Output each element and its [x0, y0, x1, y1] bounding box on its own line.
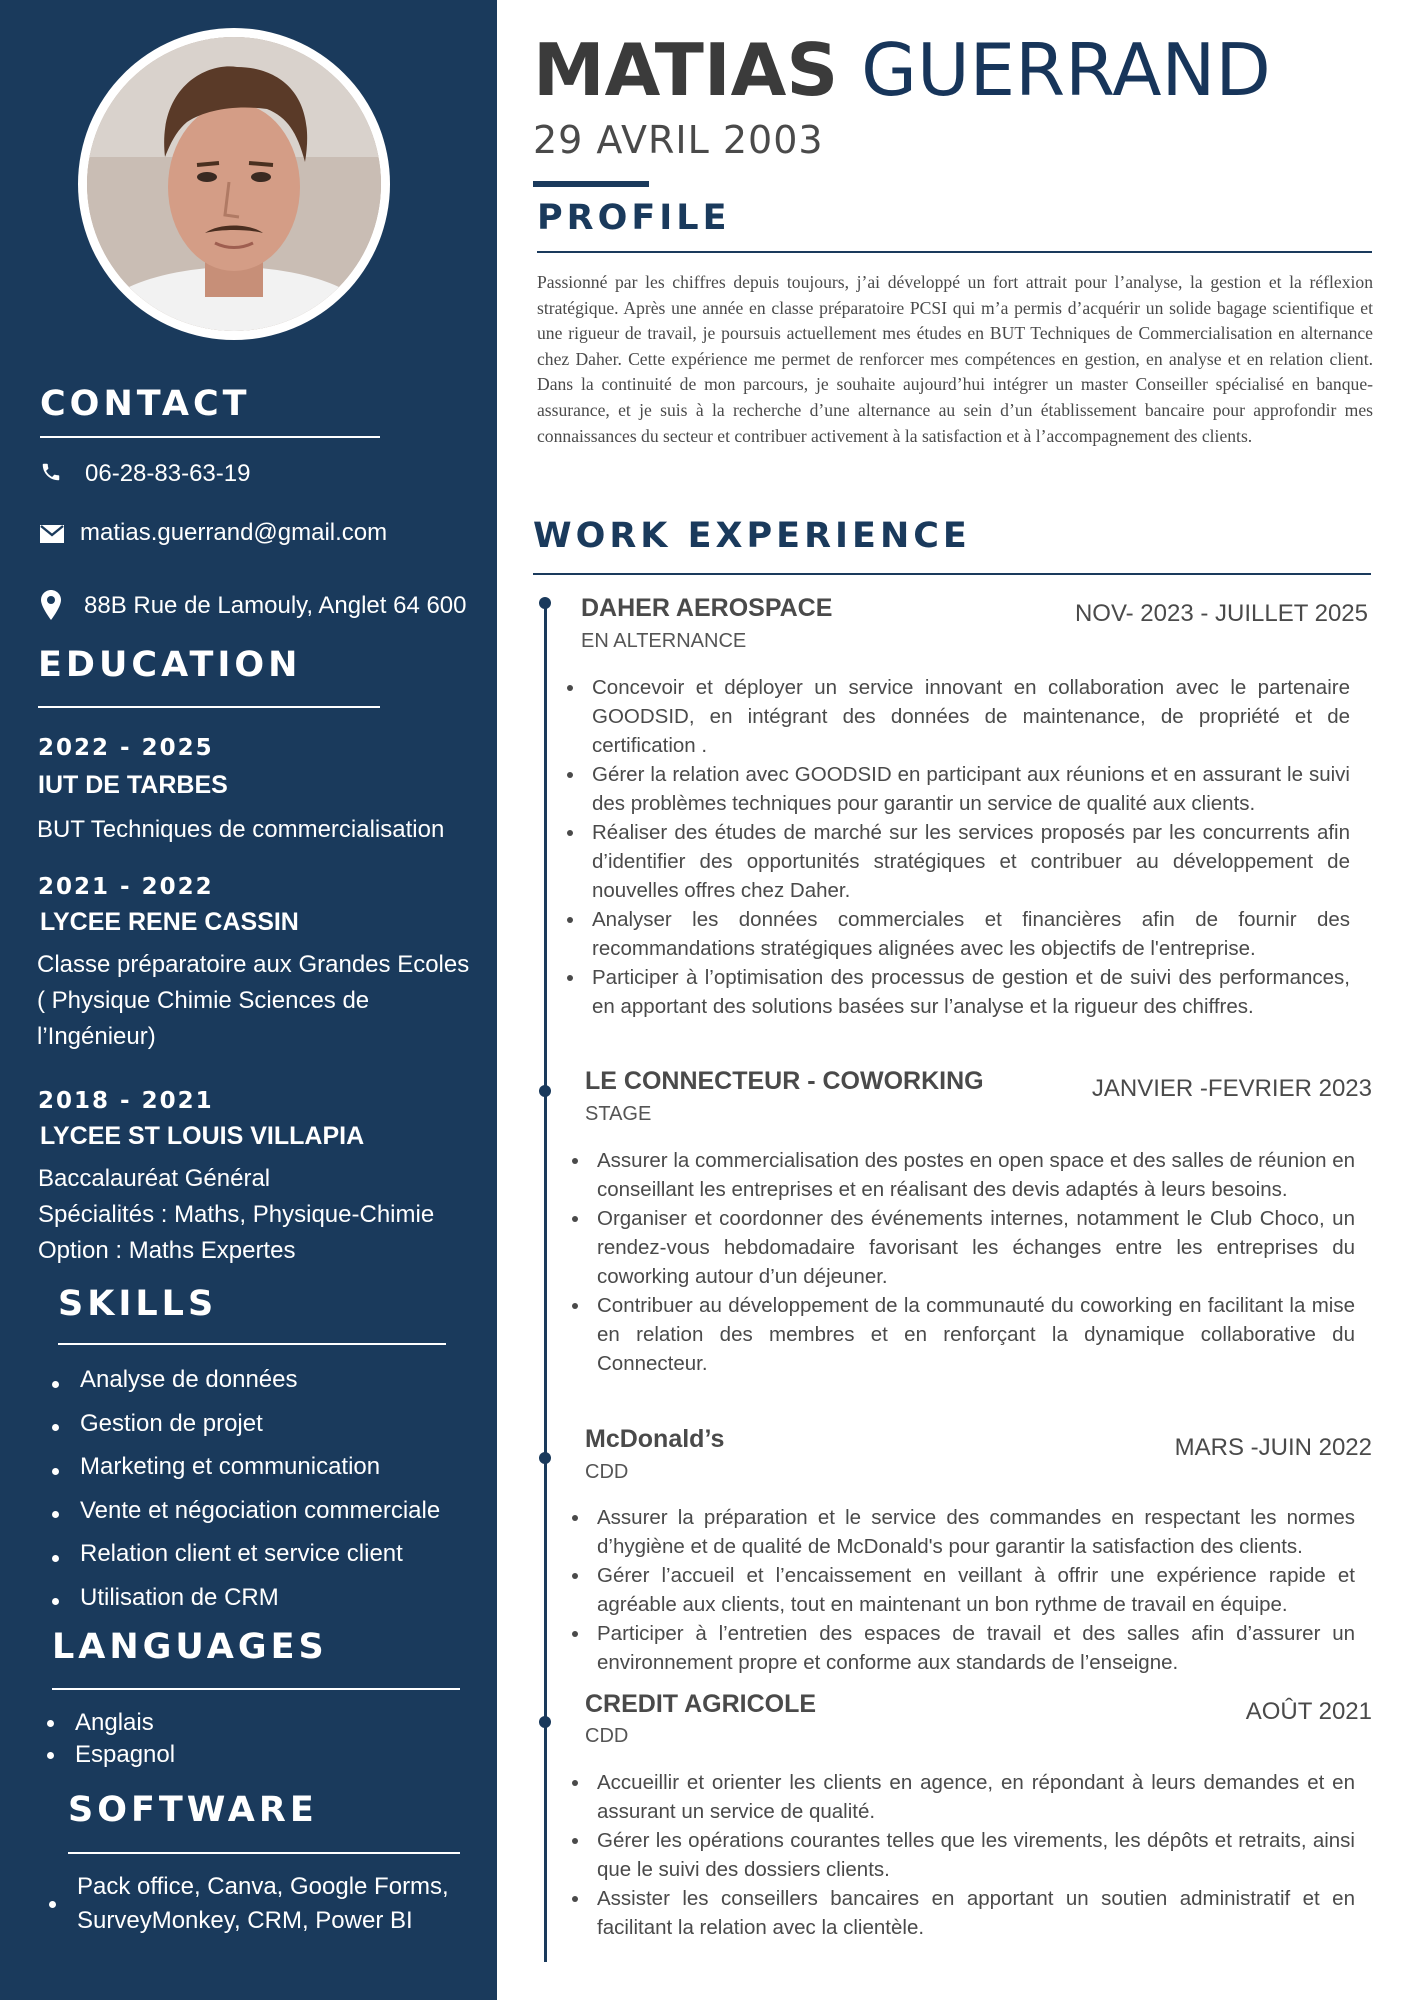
skill-item: Utilisation de CRM — [40, 1580, 440, 1624]
job-title-2: LE CONNECTEUR - COWORKING — [585, 1067, 984, 1095]
skill-item: Relation client et service client — [40, 1536, 440, 1580]
education-specialties-3: Spécialités : Maths, Physique-Chimie — [38, 1201, 435, 1228]
name-accent-bar — [533, 181, 649, 187]
job-type-3: CDD — [585, 1461, 629, 1483]
job-dates-2: JANVIER -FEVRIER 2023 — [1091, 1075, 1372, 1102]
languages-divider — [52, 1688, 460, 1690]
education-option-3: Option : Maths Expertes — [38, 1237, 296, 1264]
education-degree-2: Classe préparatoire aux Grandes Ecoles ( Physique Chimie Sciences de l’Ingénieur) — [37, 951, 470, 1050]
envelope-icon — [40, 525, 64, 548]
job-bullet: Gérer l’accueil et l’encaissement en veillant à offrir une expérience rapide et agréable aux clients, tout en maintenant un bon rythme de travail en équipe. — [567, 1561, 1355, 1619]
job-bullet: Assister les conseillers bancaires en apportant un soutien administratif et en facilitant la relation avec la clientèle. — [567, 1884, 1355, 1942]
birth-date: 29 AVRIL 2003 — [533, 118, 824, 162]
job-bullet: Participer à l’optimisation des processus de gestion et de suivi des performances, en apportant des solutions basées sur l’analyse et la rigueur des chiffres. — [562, 963, 1350, 1021]
job-bullets-4 — [567, 1768, 1355, 1942]
contact-heading: CONTACT — [40, 384, 251, 424]
education-divider — [38, 706, 380, 708]
sidebar — [0, 0, 497, 2000]
job-title-3: McDonald’s — [585, 1425, 725, 1453]
profile-divider — [537, 251, 1372, 253]
job-type-2: STAGE — [585, 1103, 652, 1125]
languages-list — [35, 1707, 175, 1771]
job-type-4: CDD — [585, 1725, 629, 1747]
job-dates-4: AOÛT 2021 — [1245, 1698, 1372, 1725]
skill-item: Marketing et communication — [40, 1449, 440, 1493]
skill-item: Gestion de projet — [40, 1406, 440, 1450]
skills-list — [40, 1362, 440, 1623]
full-name — [533, 28, 1271, 112]
language-item: Espagnol — [35, 1739, 175, 1771]
software-item: Pack office, Canva, Google Forms, SurveyMonkey, CRM, Power BI — [37, 1870, 477, 1938]
education-school-2: LYCEE RENE CASSIN — [40, 908, 299, 936]
job-bullet: Accueillir et orienter les clients en agence, en répondant à leurs demandes et en assurant un service de qualité. — [567, 1768, 1355, 1826]
timeline-dot — [539, 597, 551, 609]
job-title-1: DAHER AEROSPACE — [581, 594, 833, 622]
timeline-dot — [539, 1716, 551, 1728]
skills-divider — [58, 1343, 446, 1345]
work-experience-heading: WORK EXPERIENCE — [533, 516, 971, 556]
job-bullet: Gérer la relation avec GOODSID en participant aux réunions et en assurant le suivi des problèmes techniques pour garantir un service de qualité aux clients. — [562, 760, 1350, 818]
education-years-3: 2018 - 2021 — [38, 1088, 214, 1114]
job-title-4: CREDIT AGRICOLE — [585, 1690, 817, 1718]
education-school-3: LYCEE ST LOUIS VILLAPIA — [40, 1122, 365, 1150]
profile-text: Passionné par les chiffres depuis toujours, j’ai développé un fort attrait pour l’analyse, la gestion et la réflexion stratégique. Après une année en classe préparatoire PCSI qui m’a permis d’acquérir un solide bagage scientifique et une rigueur de travail, je poursuis actuellement mes études en BUT Techniques de Commercialisation en alternance chez Daher. Cette expérience me permet de renforcer mes compétences en gestion, en analyse et en relation client. Dans la continuité de mon parcours, je souhaite aujourd’hui intégrer un master Conseiller spécialisé en banque-assurance, et je suis à la recherche d’une alternance au sein d’un établissement bancaire pour approfondir mes connaissances du secteur et contribuer activement à la satisfaction et à l’accompagnement des clients. — [537, 272, 1373, 446]
language-item: Anglais — [35, 1707, 175, 1739]
profile-photo-image — [87, 37, 381, 331]
job-dates-3: MARS -JUIN 2022 — [1174, 1434, 1372, 1461]
job-bullet: Assurer la commercialisation des postes en open space et des salles de réunion en conseillant les entreprises et en réalisant des devis adaptés à leurs besoins. — [567, 1146, 1355, 1204]
timeline-dot — [539, 1085, 551, 1097]
job-bullet: Contribuer au développement de la communauté du coworking en facilitant la mise en relation des membres et en renforçant la dynamique collaborative du Connecteur. — [567, 1291, 1355, 1378]
education-heading: EDUCATION — [38, 645, 302, 685]
location-pin-icon — [41, 590, 61, 625]
contact-phone: 06-28-83-63-19 — [85, 460, 251, 487]
profile-heading: PROFILE — [537, 198, 731, 238]
languages-heading: LANGUAGES — [52, 1627, 328, 1667]
job-bullet: Gérer les opérations courantes telles que les virements, les dépôts et retraits, ainsi que le suivi des dossiers clients. — [567, 1826, 1355, 1884]
education-school-1: IUT DE TARBES — [38, 771, 228, 799]
education-degree-1: BUT Techniques de commercialisation — [37, 816, 445, 843]
timeline-line — [544, 600, 547, 1962]
contact-address: 88B Rue de Lamouly, Anglet 64 600 — [84, 592, 467, 619]
first-name: MATIAS — [533, 28, 839, 112]
job-bullet: Organiser et coordonner des événements internes, notamment le Club Choco, un rendez-vous hebdomadaire favorisant les échanges entre les entreprises du coworking autour d’un déjeuner. — [567, 1204, 1355, 1291]
job-bullet: Réaliser des études de marché sur les services proposés par les concurrents afin d’identifier des opportunités stratégiques et contribuer au développement de nouvelles offres chez Daher. — [562, 818, 1350, 905]
job-bullets-3 — [567, 1503, 1355, 1677]
job-type-1: EN ALTERNANCE — [581, 630, 747, 652]
software-heading: SOFTWARE — [68, 1790, 318, 1830]
job-bullet: Participer à l’entretien des espaces de travail et des salles afin d’assurer un environnement propre et conforme aux standards de l’enseigne. — [567, 1619, 1355, 1677]
job-dates-1: NOV- 2023 - JUILLET 2025 — [1074, 600, 1368, 627]
job-bullet: Assurer la préparation et le service des commandes en respectant les normes d’hygiène et de qualité de McDonald's pour garantir la satisfaction des clients. — [567, 1503, 1355, 1561]
work-experience-divider — [533, 573, 1371, 575]
software-list — [37, 1870, 477, 1938]
skills-heading: SKILLS — [58, 1284, 218, 1324]
education-degree-3: Baccalauréat Général — [38, 1165, 271, 1192]
contact-email[interactable]: matias.guerrand@gmail.com — [80, 519, 388, 546]
last-name: GUERRAND — [861, 28, 1271, 112]
skill-item: Analyse de données — [40, 1362, 440, 1406]
contact-divider — [40, 436, 380, 438]
profile-photo — [78, 28, 390, 340]
job-bullets-2 — [567, 1146, 1355, 1378]
job-bullet: Concevoir et déployer un service innovant en collaboration avec le partenaire GOODSID, en intégrant des données de maintenance, de propriété et de certification . — [562, 673, 1350, 760]
timeline-dot — [539, 1452, 551, 1464]
education-years-2: 2021 - 2022 — [38, 874, 214, 900]
job-bullet: Analyser les données commerciales et financières afin de fournir des recommandations stratégiques alignées avec les objectifs de l'entreprise. — [562, 905, 1350, 963]
job-bullets-1 — [562, 673, 1350, 1021]
skill-item: Vente et négociation commerciale — [40, 1493, 440, 1537]
education-years-1: 2022 - 2025 — [38, 735, 214, 761]
software-divider — [68, 1852, 460, 1854]
phone-icon — [40, 461, 62, 488]
